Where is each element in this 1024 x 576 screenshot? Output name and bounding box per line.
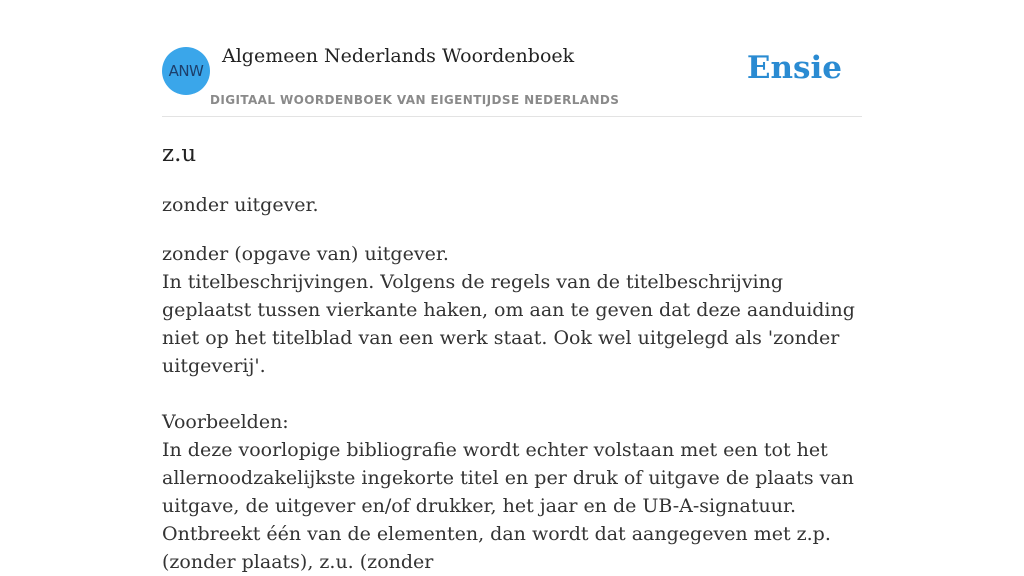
explanation-text: In titelbeschrijvingen. Volgens de regels van de titelbeschrijving geplaatst tussen vierkante haken, om aan te geven dat deze aanduiding niet op het titelblad van een werk staat. Ook wel uitgelegd als 'zonder uitgeverij'. (162, 271, 855, 377)
site-header (162, 0, 862, 117)
logo-text: ANW (168, 62, 204, 80)
site-subtitle: DIGITAAL WOORDENBOEK VAN EIGENTIJDSE NEDERLANDS (210, 93, 620, 107)
example-text: In deze voorlopige bibliografie wordt echter volstaan met een tot het allernoodzakelijkste ingekorte titel en per druk of uitgave de plaats van uitgave, de uitgever en/of drukker, het jaar en de UB-A-signatuur. Ontbreekt één van de elementen, dan wordt dat aangegeven met z.p. (zonder plaats), z.u. (zonder (162, 439, 854, 573)
definition-text: zonder (opgave van) uitgever. (162, 243, 449, 265)
entry-body (162, 240, 862, 576)
page-container (162, 0, 862, 573)
ensie-brand-link[interactable]: Ensie (746, 50, 842, 86)
examples-heading: Voorbeelden: (162, 411, 289, 433)
paragraph-spacer (162, 380, 862, 408)
anw-logo[interactable] (162, 47, 210, 95)
entry-headword: z.u (162, 141, 197, 167)
site-title-link[interactable]: Algemeen Nederlands Woordenboek (222, 45, 575, 67)
short-definition: zonder uitgever. (162, 194, 319, 216)
